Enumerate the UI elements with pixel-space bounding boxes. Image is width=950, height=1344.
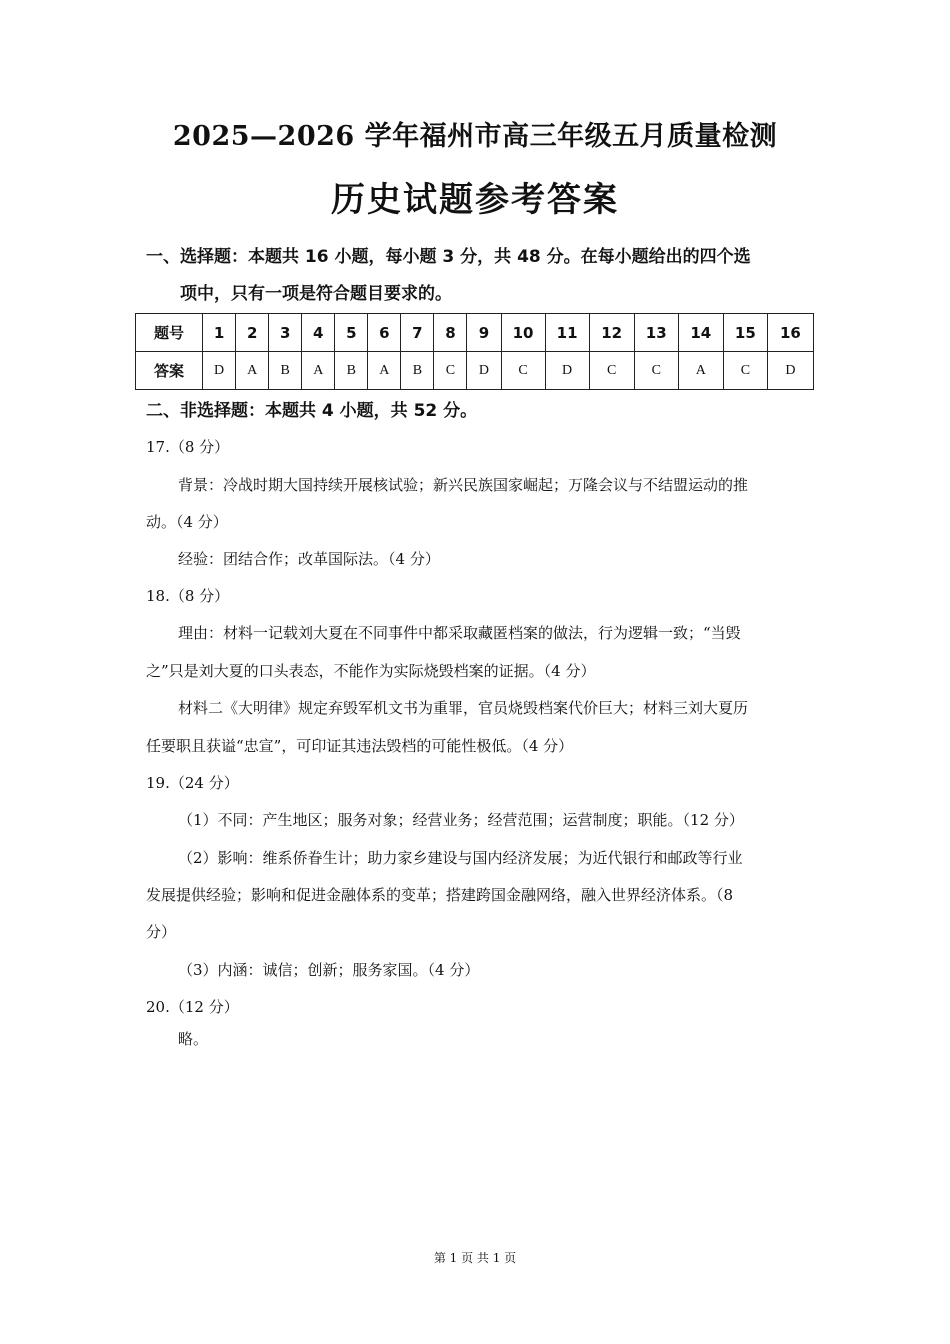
question-19-label: 19.（24 分） [146, 774, 239, 792]
answer-cell: B [269, 352, 302, 390]
question-number-cell: 10 [501, 314, 545, 352]
answer-cell: A [368, 352, 401, 390]
question-number-cell: 13 [634, 314, 678, 352]
question-number-cell: 14 [678, 314, 723, 352]
question-19-line: 发展提供经验；影响和促进金融体系的变革；搭建跨国金融网络，融入世界经济体系。（8 [146, 886, 734, 904]
answer-cell: C [723, 352, 767, 390]
question-number-cell: 8 [434, 314, 467, 352]
question-number-cell: 1 [203, 314, 236, 352]
answer-cell: A [302, 352, 335, 390]
question-17-line: 背景：冷战时期大国持续开展核试验；新兴民族国家崛起；万隆会议与不结盟运动的推 [178, 476, 749, 494]
question-18-label: 18.（8 分） [146, 587, 230, 605]
section2-heading: 二、非选择题：本题共 4 小题，共 52 分。 [146, 401, 478, 421]
answer-cell: D [203, 352, 236, 390]
question-17-label: 17.（8 分） [146, 438, 230, 456]
question-18-line: 理由：材料一记载刘大夏在不同事件中都采取藏匿档案的做法，行为逻辑一致；“当毁 [178, 624, 741, 642]
question-number-cell: 6 [368, 314, 401, 352]
question-number-cell: 4 [302, 314, 335, 352]
section1-heading-line1: 一、选择题：本题共 16 小题，每小题 3 分，共 48 分。在每小题给出的四个选 [146, 247, 751, 267]
question-number-header: 题号 [136, 314, 203, 352]
question-number-row [136, 314, 814, 352]
question-17-line: 经验：团结合作；改革国际法。（4 分） [178, 550, 440, 568]
question-19-line: （2）影响：维系侨眷生计；助力家乡建设与国内经济发展；为近代银行和邮政等行业 [178, 849, 743, 867]
question-number-cell: 2 [236, 314, 269, 352]
question-number-cell: 11 [545, 314, 589, 352]
answer-cell: D [545, 352, 589, 390]
answer-cell: C [589, 352, 634, 390]
question-19-line: （3）内涵：诚信；创新；服务家国。（4 分） [178, 961, 480, 979]
question-number-cell: 5 [335, 314, 368, 352]
answer-cell: D [467, 352, 501, 390]
question-17-line: 动。（4 分） [146, 513, 228, 531]
question-18-line: 材料二《大明律》规定弃毁军机文书为重罪，官员烧毁档案代价巨大；材料三刘大夏历 [178, 699, 749, 717]
question-number-cell: 16 [767, 314, 813, 352]
question-20-line: 略。 [178, 1030, 209, 1048]
section1-heading-line2: 项中，只有一项是符合题目要求的。 [180, 284, 452, 304]
question-18-line: 之”只是刘大夏的口头表态，不能作为实际烧毁档案的证据。（4 分） [146, 662, 596, 680]
document-subtitle: 历史试题参考答案 [331, 180, 619, 220]
question-19-line: 分） [146, 923, 177, 941]
question-number-cell: 15 [723, 314, 767, 352]
answer-cell: B [401, 352, 434, 390]
answer-cell: D [767, 352, 813, 390]
question-number-cell: 12 [589, 314, 634, 352]
exam-title: 2025—2026 学年福州市高三年级五月质量检测 [172, 121, 778, 152]
answer-cell: C [501, 352, 545, 390]
question-19-line: （1）不同：产生地区；服务对象；经营业务；经营范围；运营制度；职能。（12 分） [178, 811, 744, 829]
question-number-cell: 3 [269, 314, 302, 352]
question-number-cell: 9 [467, 314, 501, 352]
answer-cell: A [678, 352, 723, 390]
question-20-label: 20.（12 分） [146, 998, 239, 1016]
page-footer: 第 1 页 共 1 页 [433, 1251, 517, 1265]
answer-row [136, 352, 814, 390]
answer-cell: C [434, 352, 467, 390]
answer-table [135, 313, 814, 390]
question-number-cell: 7 [401, 314, 434, 352]
answer-header: 答案 [136, 352, 203, 390]
answer-cell: B [335, 352, 368, 390]
answer-cell: A [236, 352, 269, 390]
question-18-line: 任要职且获谥“忠宣”，可印证其违法毁档的可能性极低。（4 分） [146, 737, 574, 755]
answer-cell: C [634, 352, 678, 390]
